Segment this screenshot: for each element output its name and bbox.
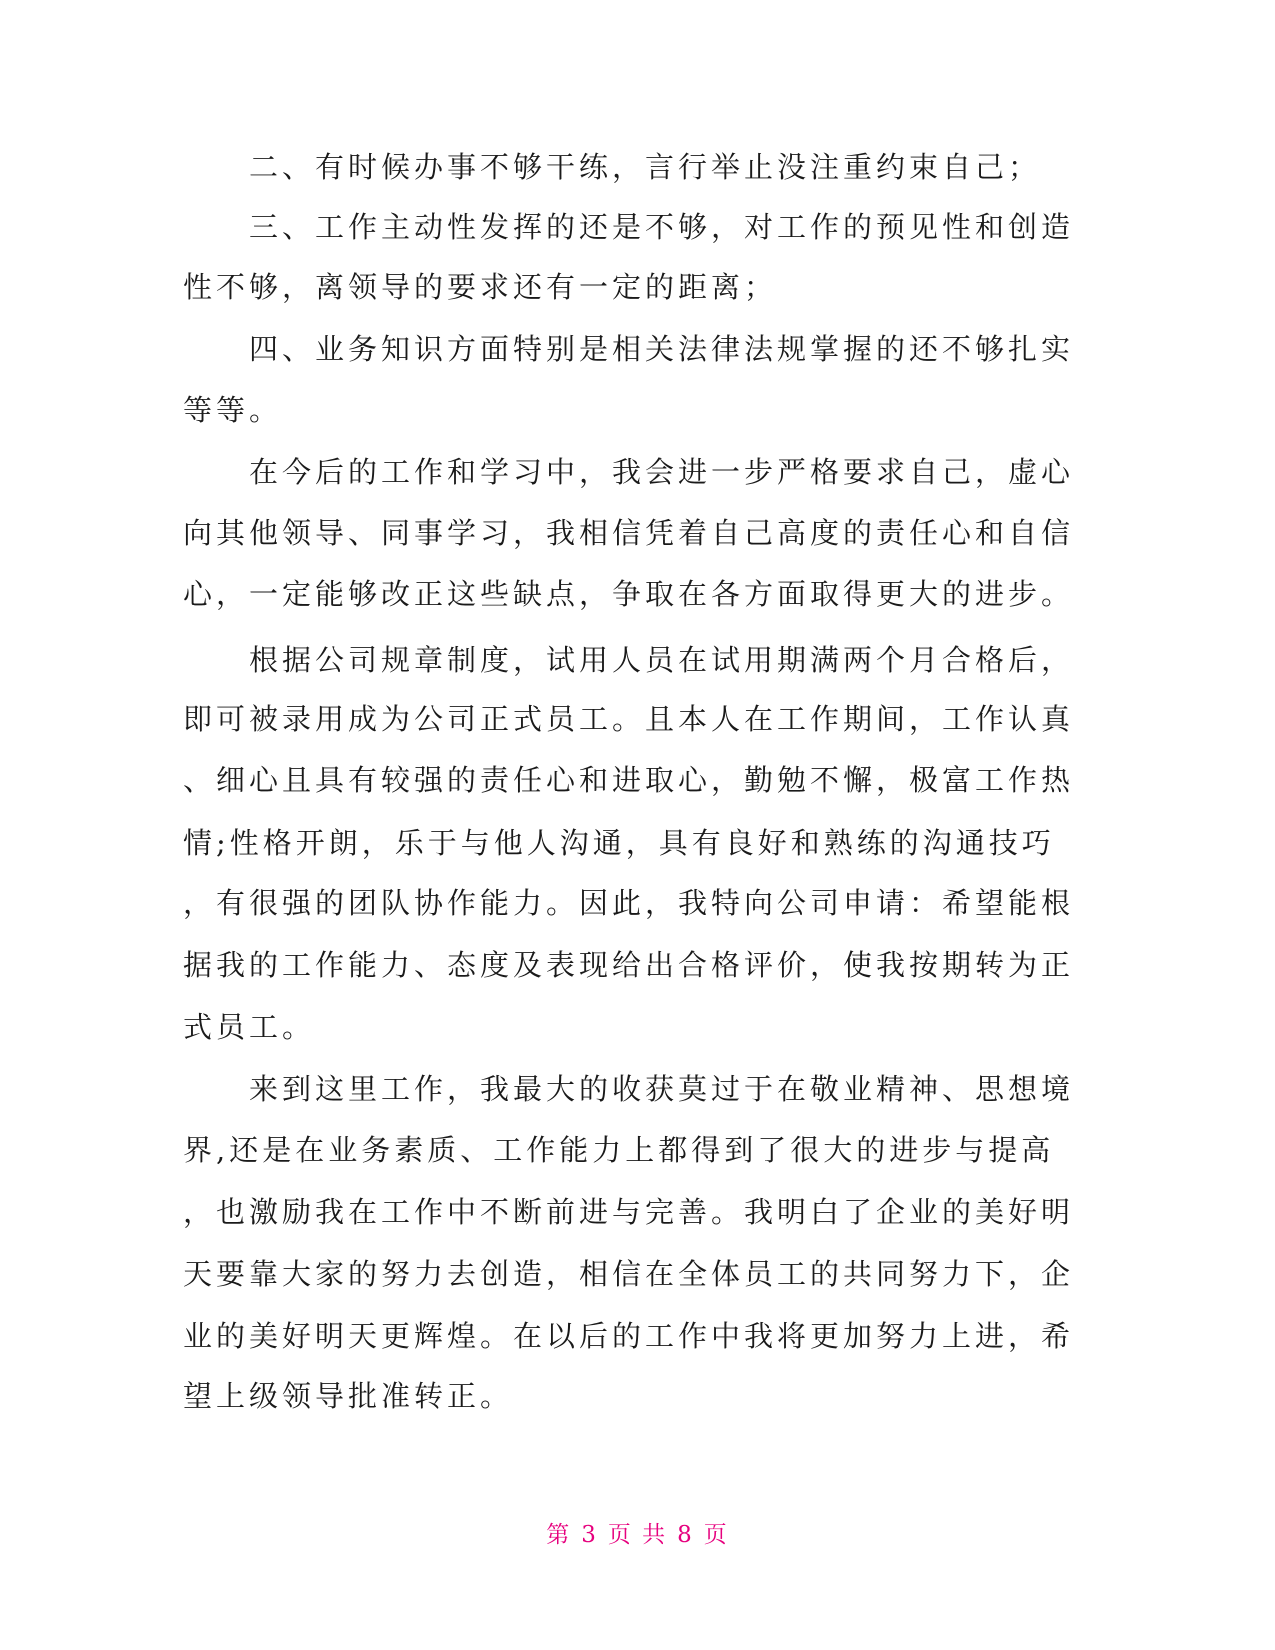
text-line: 性不够，离领导的要求还有一定的距离； [183, 270, 778, 304]
total-pages-number: 8 [677, 1522, 694, 1548]
text-line: 根据公司规章制度，试用人员在试用期满两个月合格后， [183, 643, 1075, 677]
text-line: 三、工作主动性发挥的还是不够，对工作的预见性和创造 [183, 210, 1075, 244]
text-line: 来到这里工作，我最大的收获莫过于在敬业精神、思想境 [183, 1072, 1075, 1106]
text-line: 二、有时候办事不够干练，言行举止没注重约束自己； [183, 150, 1042, 184]
text-line: ，也激励我在工作中不断前进与完善。我明白了企业的美好明 [183, 1195, 1075, 1229]
text-line: 等等。 [183, 393, 283, 427]
footer-suffix: 页 [703, 1522, 729, 1548]
page-number-footer [0, 1516, 1275, 1549]
text-line: 式员工。 [183, 1010, 316, 1044]
text-line: 心，一定能够改正这些缺点，争取在各方面取得更大的进步。 [183, 577, 1075, 611]
footer-prefix: 第 [546, 1522, 572, 1548]
text-line: 天要靠大家的努力去创造，相信在全体员工的共同努力下，企 [183, 1257, 1075, 1291]
text-line: 界,还是在业务素质、工作能力上都得到了很大的进步与提高 [183, 1133, 1055, 1167]
text-line: 业的美好明天更辉煌。在以后的工作中我将更加努力上进，希 [183, 1319, 1075, 1353]
text-line: 情;性格开朗，乐于与他人沟通，具有良好和熟练的沟通技巧 [183, 826, 1055, 860]
text-line: 、细心且具有较强的责任心和进取心，勤勉不懈，极富工作热 [183, 763, 1075, 797]
footer-middle: 页 共 [607, 1522, 668, 1548]
text-line: ，有很强的团队协作能力。因此，我特向公司申请：希望能根 [183, 886, 1075, 920]
text-line: 据我的工作能力、态度及表现给出合格评价，使我按期转为正 [183, 948, 1075, 982]
text-line: 望上级领导批准转正。 [183, 1379, 514, 1413]
text-line: 向其他领导、同事学习，我相信凭着自己高度的责任心和自信 [183, 516, 1075, 550]
current-page-number: 3 [581, 1522, 598, 1548]
text-line: 即可被录用成为公司正式员工。且本人在工作期间，工作认真 [183, 702, 1075, 736]
text-line: 在今后的工作和学习中，我会进一步严格要求自己，虚心 [183, 455, 1075, 489]
text-line: 四、业务知识方面特别是相关法律法规掌握的还不够扎实 [183, 332, 1075, 366]
